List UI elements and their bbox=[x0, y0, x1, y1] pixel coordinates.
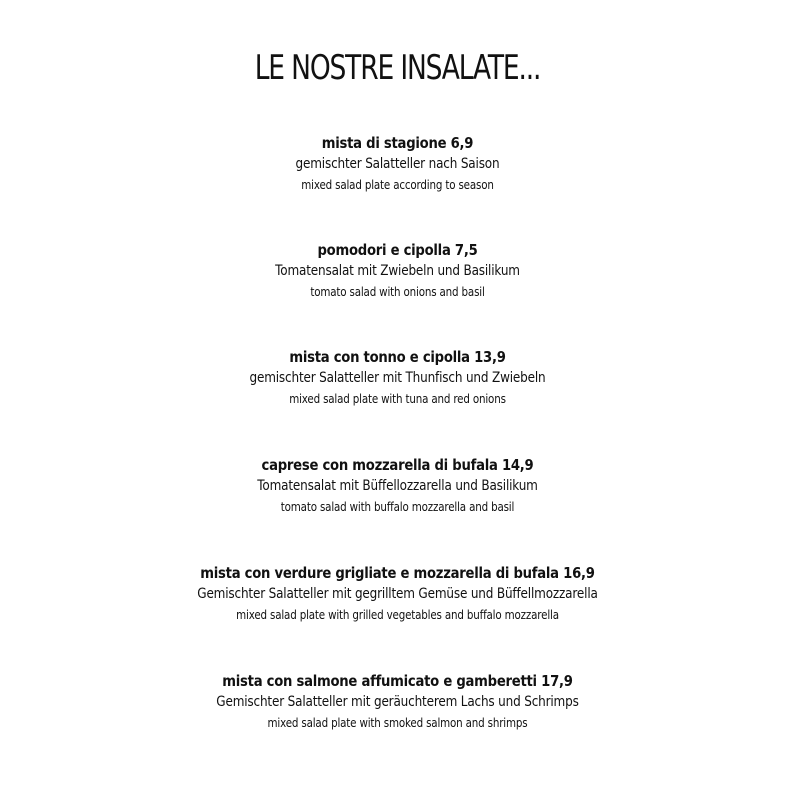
item-name-price: pomodori e cipolla 7,5 bbox=[317, 241, 478, 259]
item-name-price: caprese con mozzarella di bufala 14,9 bbox=[261, 456, 534, 474]
menu-item bbox=[0, 133, 795, 195]
menu-item bbox=[0, 671, 795, 733]
item-description-german: Gemischter Salatteller mit geräuchterem Lachs und Schrimps bbox=[216, 694, 579, 710]
menu-item bbox=[0, 347, 795, 409]
item-name-price: mista di stagione 6,9 bbox=[321, 134, 474, 152]
item-description-german: gemischter Salatteller nach Saison bbox=[295, 156, 500, 172]
menu-title: LE NOSTRE INSALATE... bbox=[254, 48, 541, 88]
item-name-price: mista con verdure grigliate e mozzarella di bufala 16,9 bbox=[200, 564, 595, 582]
item-description-german: Tomatensalat mit Zwiebeln und Basilikum bbox=[275, 263, 520, 279]
item-description-english: tomato salad with buffalo mozzarella and basil bbox=[280, 500, 515, 514]
menu-item bbox=[0, 455, 795, 517]
item-description-english: mixed salad plate with tuna and red onions bbox=[289, 392, 506, 406]
item-description-english: mixed salad plate with grilled vegetables and buffalo mozzarella bbox=[236, 608, 559, 622]
item-description-german: Tomatensalat mit Büffellozzarella und Basilikum bbox=[257, 478, 538, 494]
item-name-price: mista con salmone affumicato e gamberetti 17,9 bbox=[222, 672, 573, 690]
item-name-price: mista con tonno e cipolla 13,9 bbox=[289, 348, 506, 366]
menu-item bbox=[0, 563, 795, 625]
item-description-english: tomato salad with onions and basil bbox=[310, 285, 485, 299]
item-description-english: mixed salad plate according to season bbox=[301, 178, 494, 192]
menu-item bbox=[0, 240, 795, 302]
item-description-german: Gemischter Salatteller mit gegrilltem Gemüse und Büffellmozzarella bbox=[197, 586, 598, 602]
item-description-english: mixed salad plate with smoked salmon and shrimps bbox=[267, 716, 528, 730]
item-description-german: gemischter Salatteller mit Thunfisch und Zwiebeln bbox=[249, 370, 546, 386]
